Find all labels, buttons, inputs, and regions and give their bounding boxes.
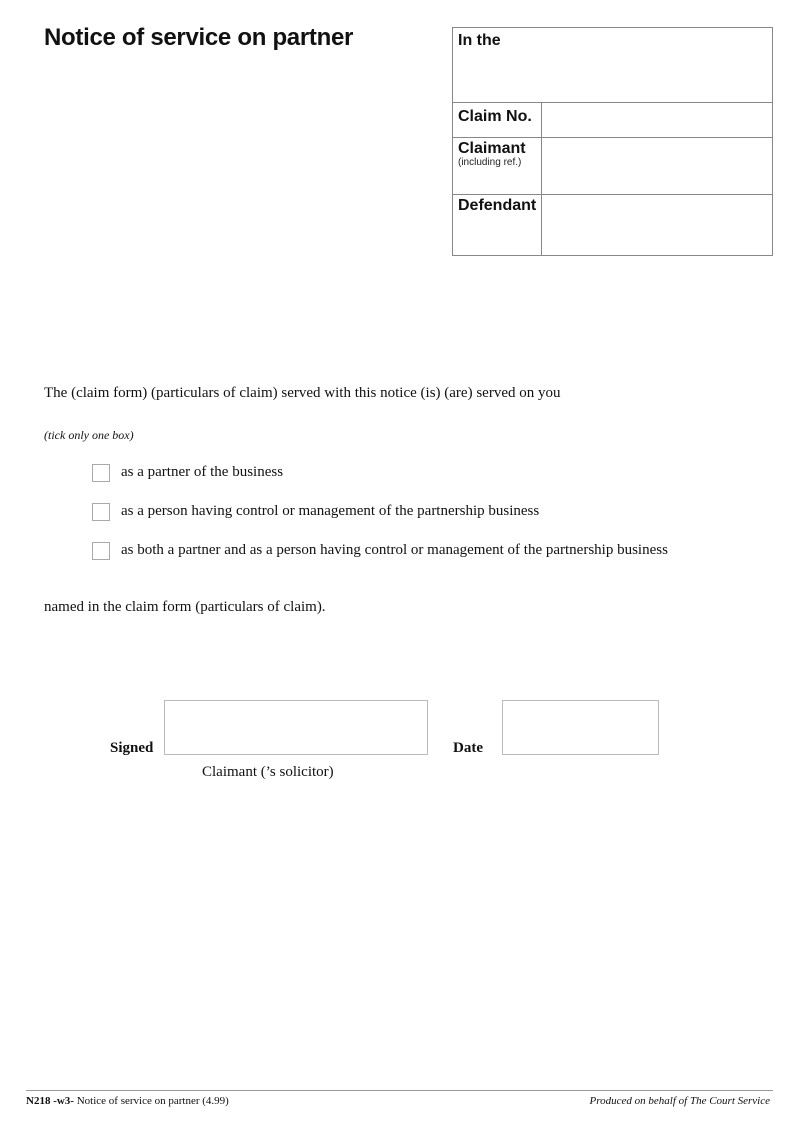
court-name-field[interactable] — [458, 56, 768, 98]
date-field[interactable] — [502, 700, 659, 755]
option-label: as a partner of the business — [121, 464, 284, 480]
claim-no-label: Claim No. — [458, 108, 532, 125]
page-title: Notice of service on partner — [44, 24, 354, 51]
court-details-box — [452, 27, 773, 256]
claimant-label: Claimant — [458, 140, 526, 157]
option-label: as both a partner and as a person having control or management of the partnership business — [121, 542, 668, 558]
date-label: Date — [453, 740, 483, 756]
checkbox-control-management[interactable] — [92, 503, 110, 521]
form-code: N218 -w3- — [26, 1095, 74, 1107]
defendant-label: Defendant — [458, 197, 537, 214]
in-the-label: In the — [458, 32, 501, 49]
named-in-claim-text: named in the claim form (particulars of claim). — [44, 599, 326, 615]
footer-form-reference — [26, 1095, 229, 1107]
tick-instruction: (tick only one box) — [44, 428, 134, 442]
defendant-field[interactable] — [547, 208, 768, 238]
form-name: Notice of service on partner (4.99) — [76, 1095, 229, 1107]
footer-produced-by: Produced on behalf of The Court Service — [589, 1095, 770, 1107]
signature-field[interactable] — [164, 700, 428, 755]
claim-no-field[interactable] — [547, 106, 768, 136]
option-label: as a person having control or management of the partnership business — [121, 503, 540, 519]
checkbox-partner[interactable] — [92, 464, 110, 482]
checkbox-both[interactable] — [92, 542, 110, 560]
service-statement: The (claim form) (particulars of claim) served with this notice (is) (are) served on you — [44, 385, 561, 401]
signature-caption: Claimant (’s solicitor) — [202, 764, 334, 780]
claimant-field[interactable] — [547, 146, 768, 176]
signed-label: Signed — [110, 740, 154, 756]
claimant-sub-label: (including ref.) — [458, 157, 522, 168]
footer-divider — [26, 1090, 773, 1091]
